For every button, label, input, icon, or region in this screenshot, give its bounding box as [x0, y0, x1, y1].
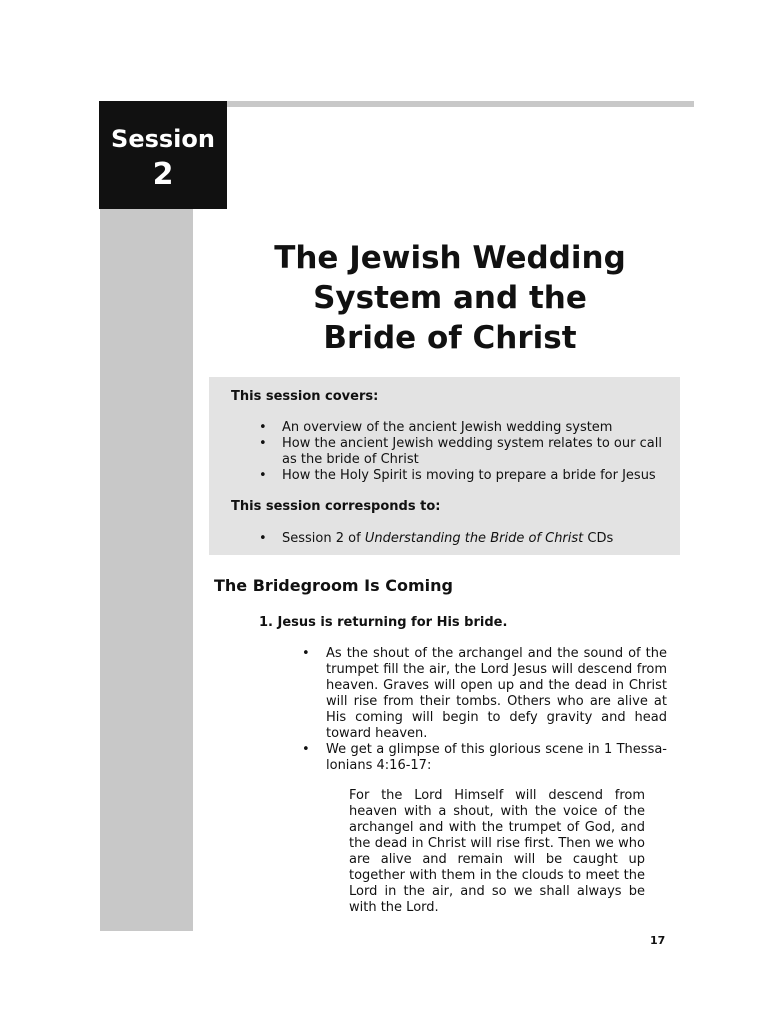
- corresponds-list: [257, 531, 669, 547]
- list-item: [257, 420, 669, 436]
- bullet-text-2: We get a glimpse of this glorious scene in 1 Thessa-lonians 4:16-17:: [326, 742, 667, 773]
- section-heading: The Bridegroom Is Coming: [214, 576, 453, 595]
- bullet-icon: •: [302, 742, 310, 757]
- point-1-bullets: [302, 646, 667, 774]
- list-item: [257, 468, 669, 484]
- cd-title: Understanding the Bride of Christ: [364, 531, 584, 546]
- list-item: [257, 436, 669, 468]
- bullet-icon: •: [259, 436, 267, 451]
- session-badge: [99, 101, 227, 209]
- bullet-icon: •: [302, 646, 310, 661]
- page-title: [225, 238, 675, 358]
- point-1: 1. Jesus is returning for His bride.: [259, 615, 508, 630]
- title-line-1: The Jewish Wedding: [274, 240, 626, 276]
- title-line-2: System and the: [313, 280, 587, 316]
- covers-list: [257, 420, 669, 484]
- sidebar-band: [100, 101, 193, 931]
- list-item: [302, 646, 667, 742]
- corresponds-heading: This session corresponds to:: [231, 499, 441, 514]
- session-label: Session: [111, 125, 215, 153]
- scripture-quote: For the Lord Himself will descend from heaven with a shout, with the voice of the archangel and with the trumpet of God, and the dead in Christ will rise first. Then we who are alive and remain will be caught up together with them in the clouds to meet the Lord in the air, and so we shall always be with the Lord.: [349, 788, 645, 915]
- covers-item-3: How the Holy Spirit is moving to prepare a bride for Jesus: [282, 468, 656, 483]
- bullet-icon: •: [259, 468, 267, 483]
- list-item: [302, 742, 667, 774]
- covers-item-2: How the ancient Jewish wedding system relates to our call as the bride of Christ: [282, 436, 662, 467]
- corresponds-suffix: CDs: [583, 531, 614, 546]
- covers-heading: This session covers:: [231, 389, 379, 404]
- page-number: 17: [650, 934, 666, 947]
- corresponds-prefix: Session 2 of: [282, 531, 365, 546]
- list-item: [257, 531, 669, 547]
- title-line-3: Bride of Christ: [323, 320, 577, 356]
- bullet-icon: •: [259, 531, 267, 546]
- covers-item-1: An overview of the ancient Jewish wedding system: [282, 420, 613, 435]
- session-number: 2: [152, 157, 174, 192]
- bullet-text-1: As the shout of the archangel and the sound of the trumpet fill the air, the Lord Jesus will descend from heaven. Graves will open up and the dead in Christ will rise from their tombs. Others who are alive at His coming will begin to defy gravity and head toward heaven.: [326, 646, 667, 741]
- bullet-icon: •: [259, 420, 267, 435]
